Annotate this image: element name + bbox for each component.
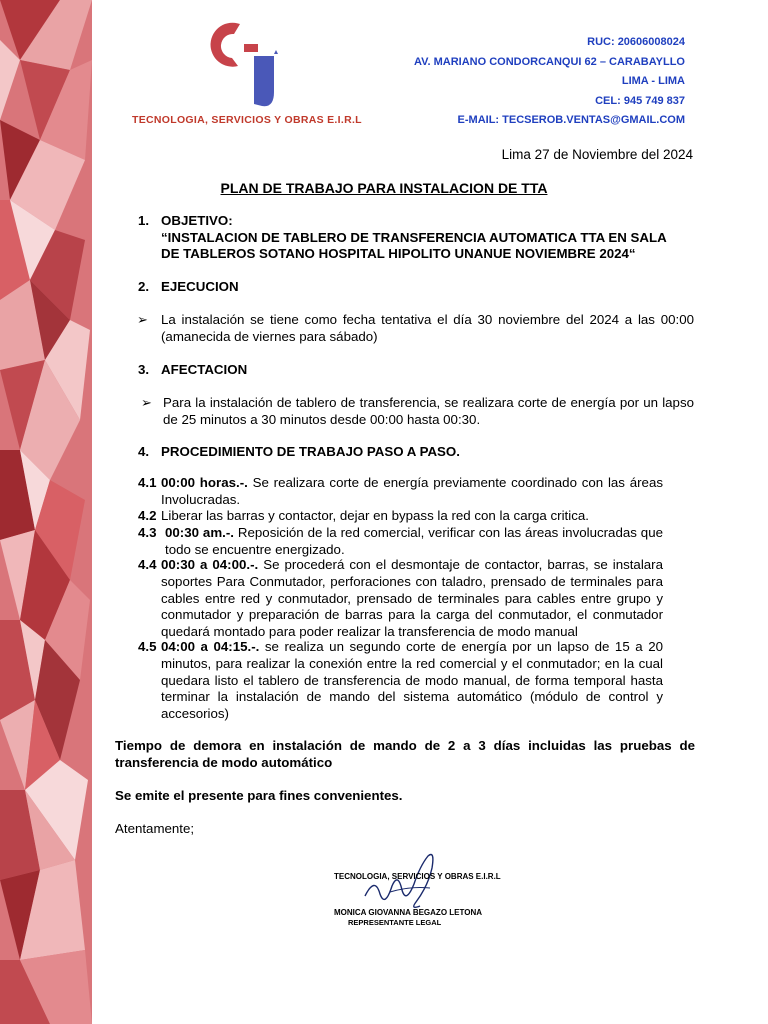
procedure-step bbox=[138, 508, 663, 525]
arrow-bullet-icon: ➢ bbox=[137, 312, 148, 327]
decorative-border bbox=[0, 0, 92, 1024]
section-number: 3. bbox=[138, 362, 150, 377]
step-number: 4.2 bbox=[138, 508, 157, 523]
section-number: 4. bbox=[138, 444, 150, 459]
section-heading: PROCEDIMIENTO DE TRABAJO PASO A PASO. bbox=[161, 444, 460, 459]
tiempo-demora-text: Tiempo de demora en instalación de mando de 2 a 3 días incluidas las pruebas de transferencia de modo automático bbox=[115, 738, 695, 770]
signature-name: MONICA GIOVANNA BEGAZO LETONA bbox=[334, 908, 482, 917]
section-number: 2. bbox=[138, 279, 150, 294]
step-text: Liberar las barras y contactor, dejar en bypass la red con la carga critica. bbox=[161, 508, 589, 523]
procedure-step bbox=[138, 475, 663, 509]
procedure-step bbox=[138, 525, 663, 559]
document-date: Lima 27 de Noviembre del 2024 bbox=[501, 147, 693, 162]
step-text: Se realizara corte de energía previamente coordinado con las áreas Involucradas. bbox=[161, 475, 663, 507]
logo-company-name: TECNOLOGIA, SERVICIOS Y OBRAS E.I.R.L bbox=[132, 114, 362, 126]
document-title-text: PLAN DE TRABAJO PARA INSTALACION DE TTA bbox=[220, 180, 548, 196]
step-number: 4.4 bbox=[138, 557, 157, 572]
signature-role: REPRESENTANTE LEGAL bbox=[348, 918, 442, 927]
step-text: se realiza un segundo corte de energía por un lapso de 15 a 20 minutos, para realizar la conexión entre la red comercial y el conmutador; en la cual quedara listo el tablero de transferencia de modo manual, de forma temporal hasta terminar la instalación de mando del sistema automático (módulo de control y accesorios) bbox=[161, 639, 663, 722]
section-procedimiento bbox=[138, 444, 460, 459]
procedure-step bbox=[138, 557, 663, 641]
procedure-step bbox=[138, 639, 663, 723]
city-text: LIMA - LIMA bbox=[621, 75, 685, 87]
step-number: 4.3 bbox=[138, 525, 157, 540]
atentamente-text: Atentamente; bbox=[115, 821, 195, 836]
email-text: E-MAIL: TECSEROB.VENTAS@GMAIL.COM bbox=[457, 114, 685, 126]
contact-info bbox=[414, 33, 685, 131]
step-time: 00:30 a 04:00.-. bbox=[161, 557, 259, 572]
section-number: 1. bbox=[138, 213, 150, 228]
step-text: Reposición de la red comercial, verificar con las áreas involucradas que todo se encuentre energizado. bbox=[165, 525, 663, 557]
step-number: 4.1 bbox=[138, 475, 157, 490]
address-text: AV. MARIANO CONDORCANQUI 62 – CARABAYLLO bbox=[414, 55, 685, 68]
step-time: 00:30 am.-. bbox=[165, 525, 234, 540]
afectacion-text: Para la instalación de tablero de transferencia, se realizara corte de energía por un lapso de 25 minutos a 30 minutos desde 00:00 hasta 00:30. bbox=[163, 395, 694, 427]
objetivo-line-1: “INSTALACION DE TABLERO DE TRANSFERENCIA AUTOMATICA TTA EN SALA bbox=[161, 229, 667, 245]
section-ejecucion bbox=[138, 279, 239, 294]
ruc-text: RUC: 20606008024 bbox=[587, 36, 685, 48]
phone-text: CEL: 945 749 837 bbox=[595, 94, 685, 107]
ejecucion-text: La instalación se tiene como fecha tentativa el día 30 noviembre del 2024 a las 00:00 (amanecida de viernes para sábado) bbox=[161, 312, 694, 344]
step-text: Se procederá con el desmontaje de contactor, barras, se instalara soportes Para Conmutador, perforaciones con taladro, prensado de terminales para cables entre red y conmutador, prensado de terminales para cables entre grupo y conmutador y preparación de barras para la carga del conmutador, el conmutador quedará montado para poder realizar la transferencia de modo manual bbox=[161, 557, 664, 640]
section-heading: AFECTACION bbox=[161, 362, 248, 377]
signature-company: TECNOLOGIA, SERVICIOS Y OBRAS E.I.R.L bbox=[334, 872, 501, 881]
step-number: 4.5 bbox=[138, 639, 157, 654]
section-heading: EJECUCION bbox=[161, 279, 239, 294]
arrow-bullet-icon: ➢ bbox=[141, 395, 152, 410]
document-title bbox=[0, 180, 768, 196]
objetivo-line-2: DE TABLEROS SOTANO HOSPITAL HIPOLITO UNANUE NOVIEMBRE 2024“ bbox=[161, 246, 636, 261]
step-time: 04:00 a 04:15.-. bbox=[161, 639, 260, 654]
step-time: 00:00 horas.-. bbox=[161, 475, 248, 490]
section-objetivo bbox=[138, 213, 698, 263]
section-afectacion bbox=[138, 362, 247, 377]
emite-text: Se emite el presente para fines convenientes. bbox=[115, 788, 403, 803]
section-heading: OBJETIVO: bbox=[161, 213, 233, 228]
